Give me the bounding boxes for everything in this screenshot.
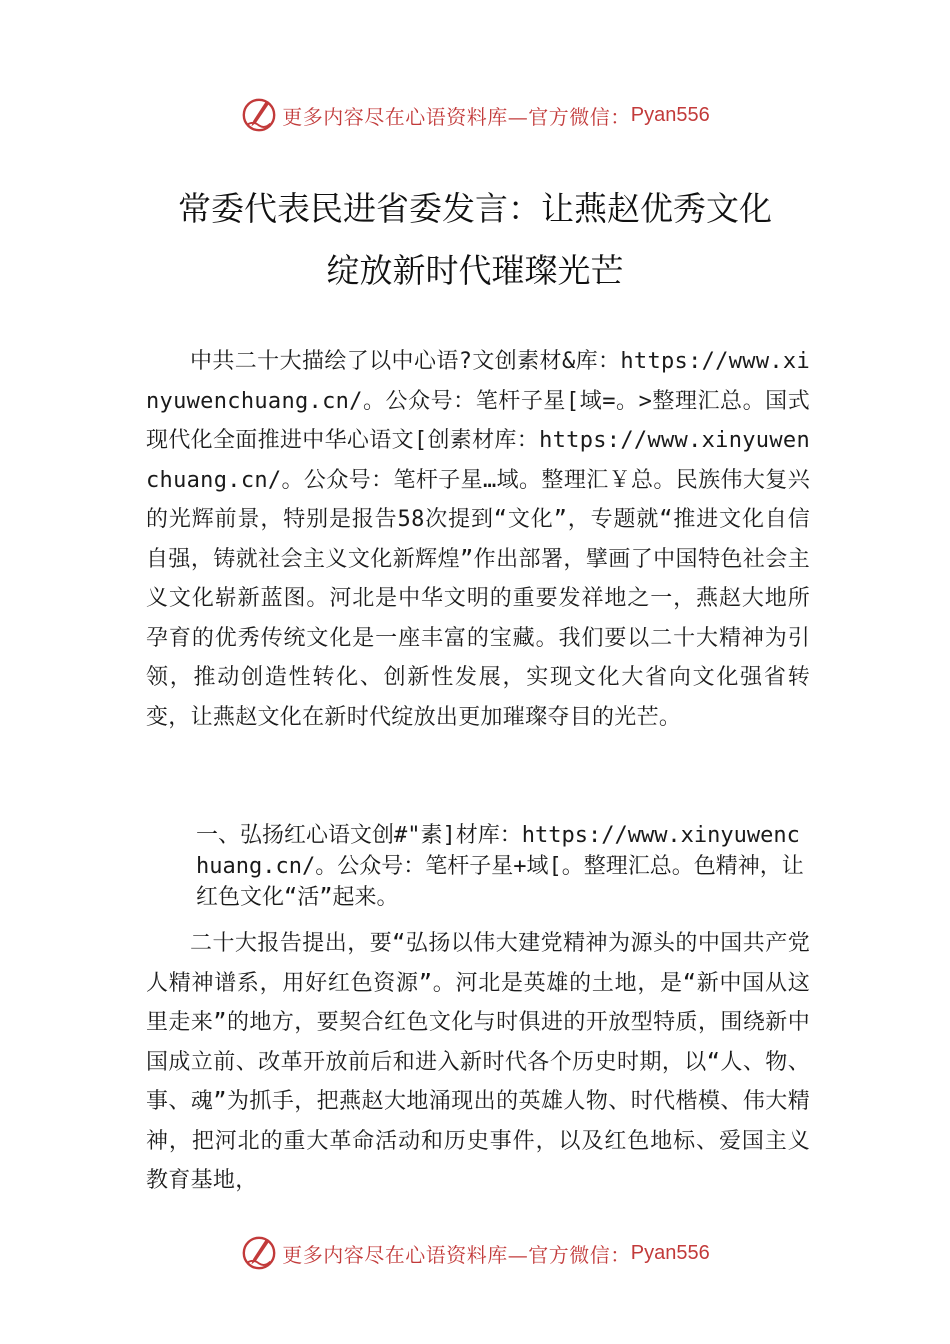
paragraph-intro [146,342,810,737]
paragraph-text: 中共二十大描绘了以中心语?文创素材&库：https://www.xinyuwenchuang.cn/。公众号：笔杆子星[域=。>整理汇总。国式现代化全面推进中华心语文[创素材库：https://www.xinyuwenchuang.cn/。公众号：笔杆子星…域。整理汇￥总。民族伟大复兴的光辉前景，特别是报告58次提到“文化”，专题就“推进文化自信自强，铸就社会主义文化新辉煌”作出部署，擘画了中国特色社会主义文化崭新蓝图。河北是中华文明的重要发祥地之一，燕赵大地所孕育的优秀传统文化是一座丰富的宝藏。我们要以二十大精神为引领，推动创造性转化、创新性发展，实现文化大省向文化强省转变，让燕赵文化在新时代绽放出更加璀璨夺目的光芒。 [146,349,810,730]
banner-text: 更多内容尽在心语资料库—官方微信： [282,104,631,129]
banner-wechat-id: Pyan556 [630,103,710,126]
banner-text: 更多内容尽在心语资料库—官方微信： [282,1242,631,1267]
footer-banner [0,1233,950,1273]
paragraph-text: 二十大报告提出，要“弘扬以伟大建党精神为源头的中国共产党人精神谱系，用好红色资源”。河北是英雄的土地，是“新中国从这里走来”的地方，要契合红色文化与时俱进的开放型特质，围绕新中国成立前、改革开放前后和进入新时代各个历史时期，以“人、物、事、魂”为抓手，把燕赵大地涌现出的英雄人物、时代楷模、伟大精神，把河北的重大革命活动和历史事件，以及红色地标、爱国主义教育基地， [146,931,810,1193]
section-heading-1: 一、弘扬红心语文创#"素]材库：https://www.xinyuwenchuang.cn/。公众号：笔杆子星+域[。整理汇总。色精神，让红色文化“活”起来。 [196,823,804,910]
paragraph-section-1 [146,924,810,1201]
quill-pen-icon [240,96,278,134]
document-title-line-2: 绽放新时代璀璨光芒 [326,251,624,290]
document-title-line-1: 常委代表民进省委发言：让燕赵优秀文化 [178,189,772,228]
header-banner [0,95,950,135]
quill-pen-icon [240,1234,278,1272]
banner-wechat-id: Pyan556 [630,1241,710,1264]
